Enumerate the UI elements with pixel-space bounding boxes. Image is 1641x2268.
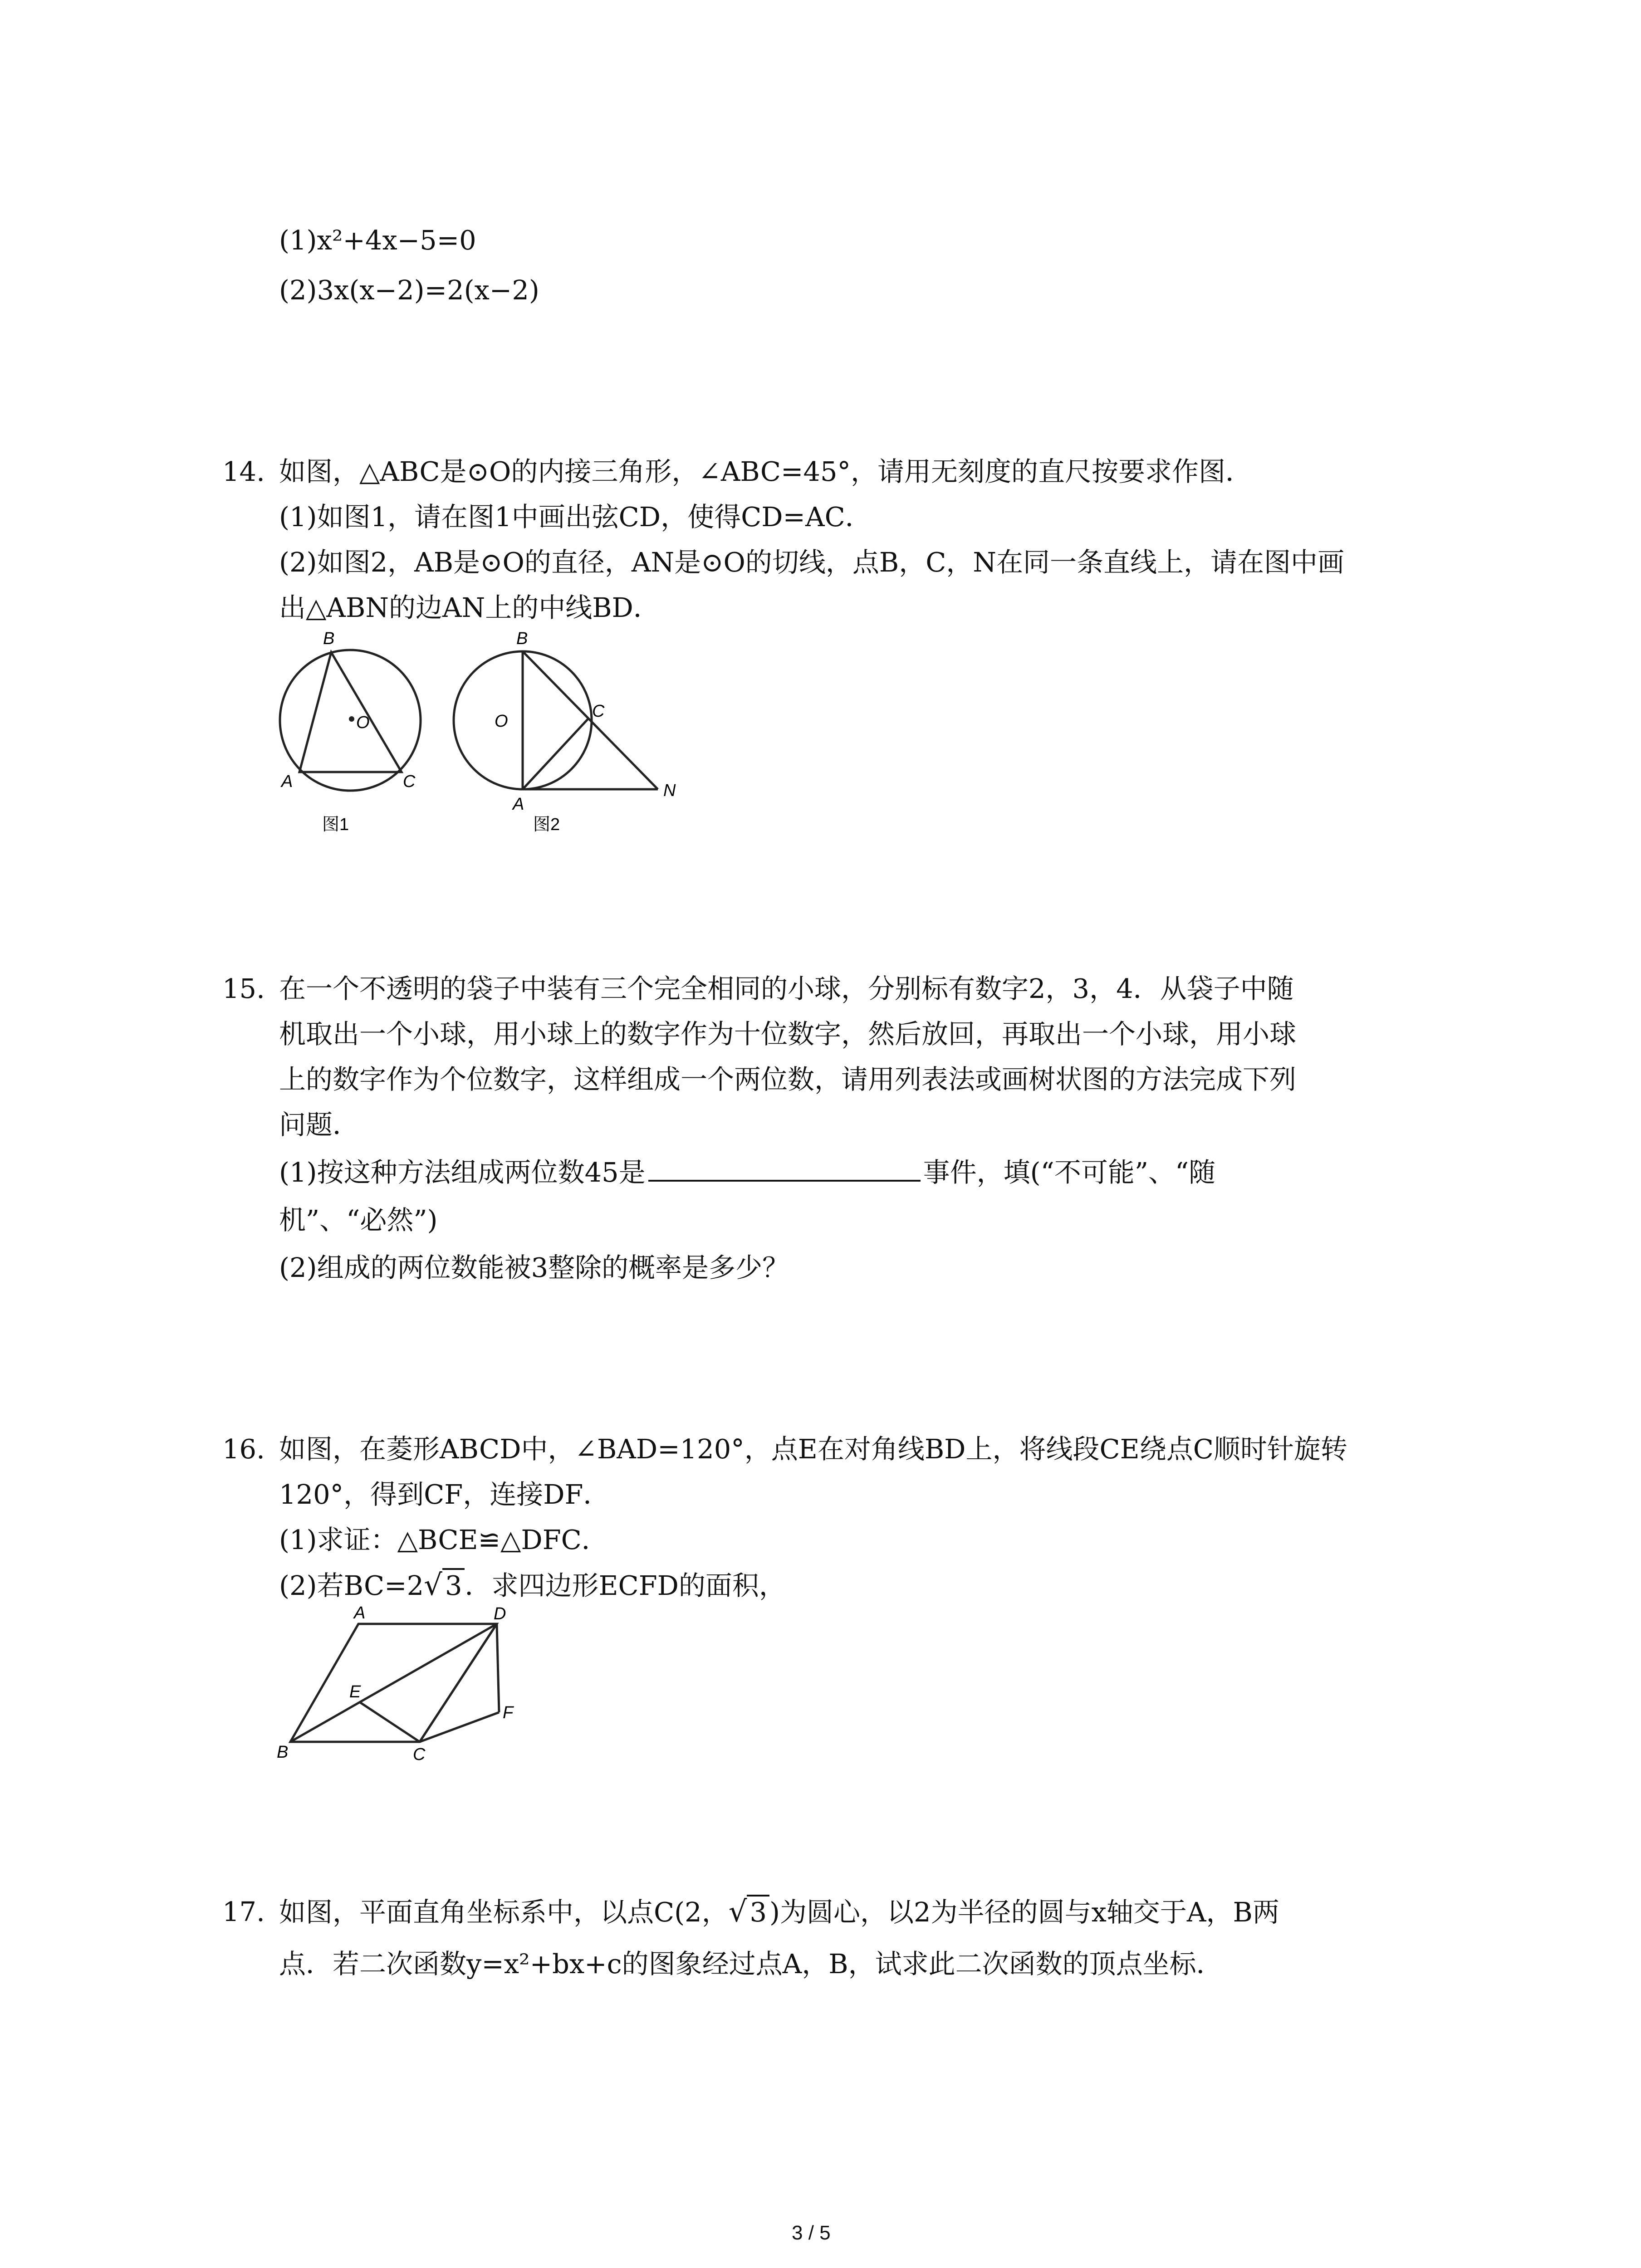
- question-17-line-1: [279, 1894, 1279, 1931]
- question-15-line-3: 上的数字作为个位数字，这样组成一个两位数，请用列表法或画树状图的方法完成下列: [279, 1064, 1297, 1095]
- label-N: N: [663, 781, 676, 800]
- label-B: B: [277, 1743, 289, 1762]
- label-A: A: [281, 772, 293, 791]
- sqrt-sign: √: [424, 1569, 442, 1602]
- question-14-line-1: 如图，△ABC是⊙O的内接三角形，∠ABC=45°，请用无刻度的直尺按要求作图．: [279, 456, 1253, 487]
- label-B: B: [516, 629, 528, 648]
- page-number: 3 / 5: [792, 2222, 831, 2244]
- label-A: A: [513, 795, 524, 814]
- question-15-number: 15.: [222, 973, 265, 1004]
- question-15-line-7: (2)组成的两位数能被3整除的概率是多少？: [279, 1252, 789, 1283]
- question-15-part-1-tail: 事件，填(“不可能”、“随: [923, 1157, 1216, 1188]
- question-15-line-6: 机”、“必然”): [279, 1204, 438, 1236]
- equation-1: (1)x²+4x−5=0: [279, 225, 476, 256]
- label-B: B: [323, 629, 335, 648]
- answer-blank[interactable]: [648, 1154, 921, 1182]
- label-A: A: [354, 1603, 366, 1623]
- question-15-line-5: [279, 1154, 1215, 1191]
- label-D: D: [494, 1604, 506, 1623]
- label-F: F: [503, 1703, 514, 1722]
- sqrt-sign: √: [728, 1895, 747, 1929]
- question-16-part-2-text: (2)若BC=2: [279, 1570, 424, 1601]
- question-14-line-4: 出△ABN的边AN上的中线BD．: [279, 592, 660, 623]
- sqrt-radicand: 3: [747, 1895, 769, 1928]
- question-15-part-1-text: (1)按这种方法组成两位数45是: [279, 1157, 646, 1188]
- figure-2-circle-tangent: [445, 631, 699, 839]
- label-C: C: [592, 702, 605, 721]
- label-E: E: [349, 1682, 361, 1701]
- figure-1-circle-triangle: [263, 631, 445, 839]
- question-16-number: 16.: [222, 1433, 265, 1465]
- label-C: C: [413, 1745, 426, 1764]
- figure-2-caption: 图2: [533, 815, 560, 834]
- label-C: C: [403, 772, 416, 791]
- question-14-line-2: (1)如图1，请在图1中画出弦CD，使得CD=AC．: [279, 501, 872, 533]
- label-O: O: [495, 712, 508, 731]
- figure-1-caption: 图1: [322, 815, 349, 834]
- question-15-line-1: 在一个不透明的袋子中装有三个完全相同的小球，分别标有数字2，3，4．从袋子中随: [279, 973, 1294, 1004]
- equation-2: (2)3x(x−2)=2(x−2): [279, 274, 539, 306]
- question-14-number: 14.: [222, 456, 265, 487]
- question-14-line-3: (2)如图2，AB是⊙O的直径，AN是⊙O的切线，点B，C，N在同一条直线上，请在图中画: [279, 547, 1345, 578]
- question-15-line-2: 机取出一个小球，用小球上的数字作为十位数字，然后放回，再取出一个小球，用小球: [279, 1018, 1297, 1050]
- question-16-line-1: 如图，在菱形ABCD中，∠BAD=120°，点E在对角线BD上，将线段CE绕点C顺时针旋转: [279, 1433, 1347, 1465]
- question-17-text-end: )为圆心，以2为半径的圆与x轴交于A，B两: [769, 1897, 1279, 1928]
- sqrt-radicand: 3: [442, 1568, 465, 1601]
- question-16-line-3: (1)求证：△BCE≌△DFC．: [279, 1524, 608, 1555]
- question-17-line-2: 点．若二次函数y=x²+bx+c的图象经过点A，B，试求此二次函数的顶点坐标．: [279, 1948, 1223, 1980]
- question-17-number: 17.: [222, 1896, 265, 1927]
- question-17-text-start: 如图，平面直角坐标系中，以点C(2，: [279, 1897, 729, 1928]
- question-16-part-2-tail: ．求四边形ECFD的面积，: [465, 1570, 786, 1601]
- question-16-line-2: 120°，得到CF，连接DF．: [279, 1479, 610, 1510]
- label-O: O: [356, 713, 370, 732]
- question-15-line-4: 问题．: [279, 1109, 360, 1140]
- figure-rhombus: [272, 1603, 526, 1769]
- question-16-line-4: [279, 1567, 786, 1604]
